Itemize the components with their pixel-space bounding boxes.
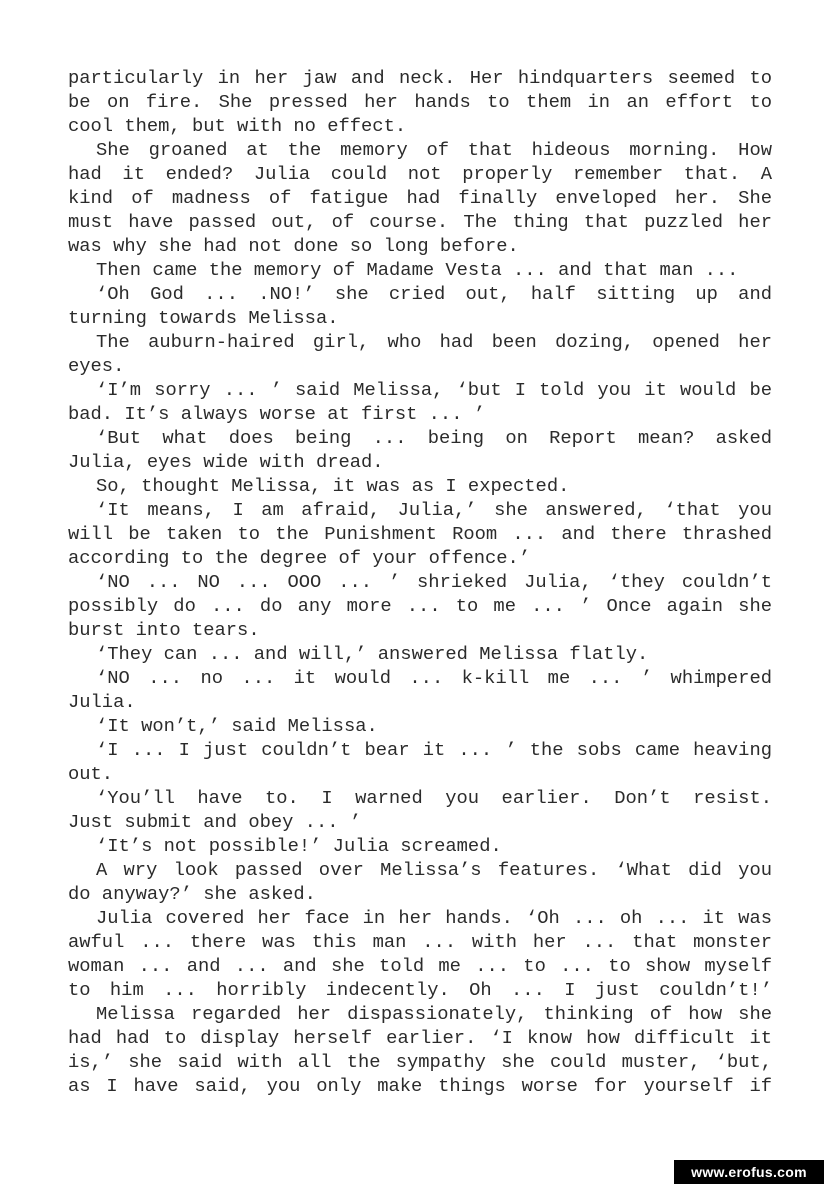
text-line: ‘But what does being ... being on Report mean? asked [96, 427, 772, 449]
text-line: She groaned at the memory of that hideous morning. How [96, 139, 772, 161]
page-text [68, 66, 772, 1098]
text-line: to him ... horribly indecently. Oh ... I just couldn’t!’ [68, 979, 772, 1001]
text-line: do anyway?’ she asked. [68, 883, 316, 905]
watermark-logo: www.erofus.com [674, 1160, 824, 1184]
text-line: turning towards Melissa. [68, 307, 339, 329]
text-line: So, thought Melissa, it was as I expected. [96, 475, 570, 497]
text-line: ‘NO ... NO ... OOO ... ’ shrieked Julia, ‘they couldn’t [96, 571, 772, 593]
text-line: Then came the memory of Madame Vesta ... and that man ... [96, 259, 739, 281]
text-line: cool them, but with no effect. [68, 115, 407, 137]
text-line: Just submit and obey ... ’ [68, 811, 362, 833]
text-line: ‘I’m sorry ... ’ said Melissa, ‘but I told you it would be [96, 379, 772, 401]
text-line: awful ... there was this man ... with her ... that monster [68, 931, 772, 953]
text-line: burst into tears. [68, 619, 260, 641]
text-line: ‘They can ... and will,’ answered Melissa flatly. [96, 643, 649, 665]
text-line: ‘It means, I am afraid, Julia,’ she answered, ‘that you [96, 499, 772, 521]
text-line: The auburn-haired girl, who had been dozing, opened her [96, 331, 772, 353]
text-line: ‘NO ... no ... it would ... k-kill me ... ’ whimpered [96, 667, 772, 689]
text-line: as I have said, you only make things worse for yourself if [68, 1075, 772, 1097]
text-line: ‘You’ll have to. I warned you earlier. Don’t resist. [96, 787, 772, 809]
text-line: eyes. [68, 355, 125, 377]
text-line: is,’ she said with all the sympathy she could muster, ‘but, [68, 1051, 772, 1073]
text-line: bad. It’s always worse at first ... ’ [68, 403, 486, 425]
text-line: ‘Oh God ... .NO!’ she cried out, half sitting up and [96, 283, 772, 305]
text-line: Melissa regarded her dispassionately, thinking of how she [96, 1003, 772, 1025]
text-line: ‘It won’t,’ said Melissa. [96, 715, 378, 737]
text-line: Julia, eyes wide with dread. [68, 451, 384, 473]
text-line: was why she had not done so long before. [68, 235, 519, 257]
text-line: particularly in her jaw and neck. Her hindquarters seemed to [68, 67, 772, 89]
text-line: according to the degree of your offence.’ [68, 547, 531, 569]
text-line: ‘It’s not possible!’ Julia screamed. [96, 835, 502, 857]
text-line: woman ... and ... and she told me ... to ... to show myself [68, 955, 772, 977]
text-line: had it ended? Julia could not properly remember that. A [68, 163, 772, 185]
text-line: must have passed out, of course. The thing that puzzled her [68, 211, 772, 233]
text-line: will be taken to the Punishment Room ... and there thrashed [68, 523, 772, 545]
text-line: kind of madness of fatigue had finally enveloped her. She [68, 187, 772, 209]
text-line: ‘I ... I just couldn’t bear it ... ’ the sobs came heaving [96, 739, 772, 761]
text-line: A wry look passed over Melissa’s features. ‘What did you [96, 859, 772, 881]
text-line: Julia. [68, 691, 136, 713]
text-line: possibly do ... do any more ... to me ... ’ Once again she [68, 595, 772, 617]
text-line: out. [68, 763, 114, 785]
text-line: had had to display herself earlier. ‘I know how difficult it [68, 1027, 772, 1049]
text-line: be on fire. She pressed her hands to them in an effort to [68, 91, 772, 113]
text-line: Julia covered her face in her hands. ‘Oh ... oh ... it was [96, 907, 772, 929]
